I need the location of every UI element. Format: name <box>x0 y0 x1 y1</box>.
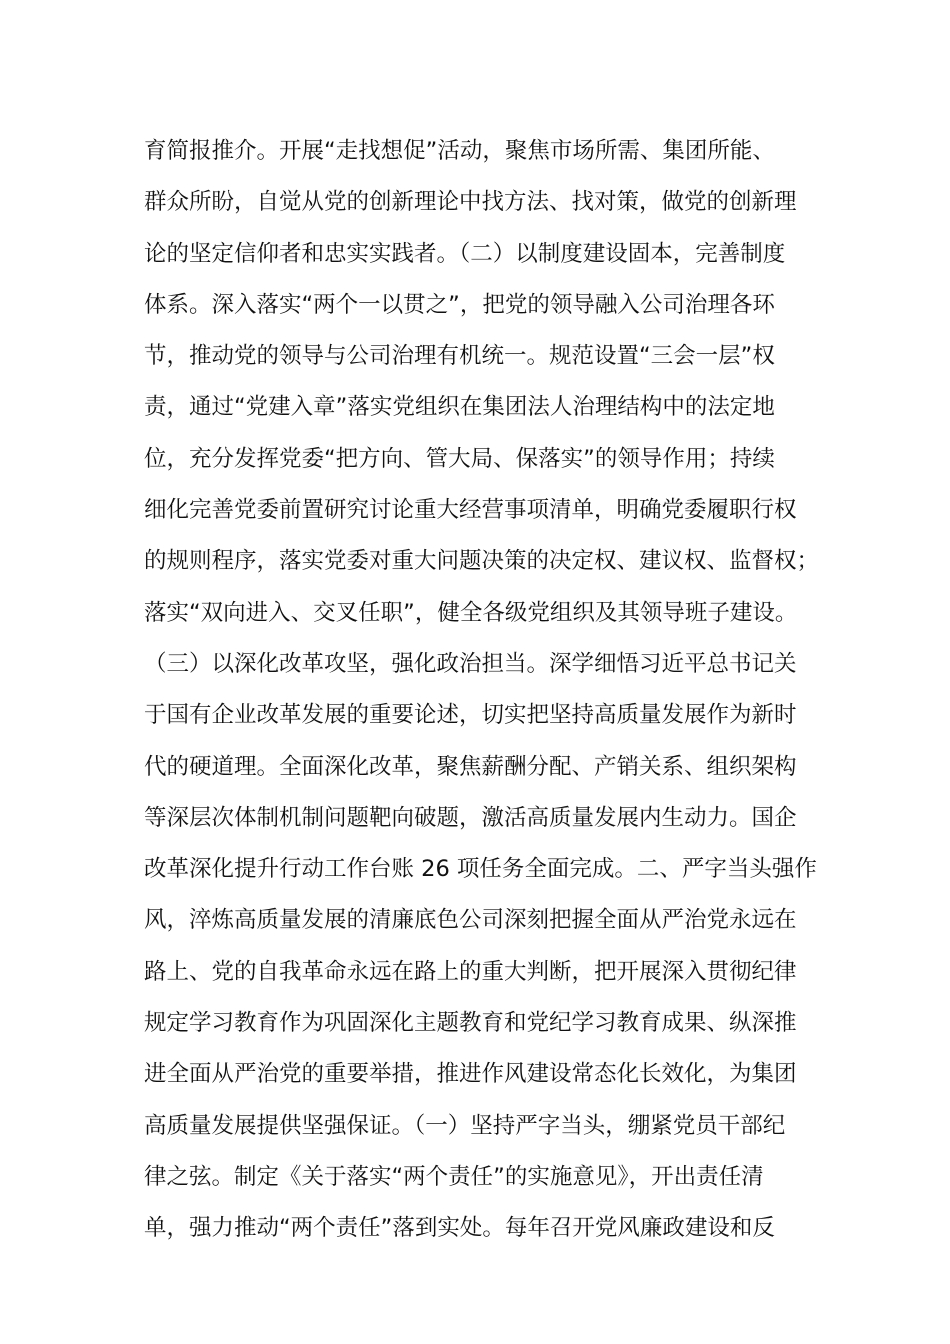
text-line: 代的硬道理。全面深化改革，聚焦薪酬分配、产销关系、组织架构 <box>144 753 797 780</box>
text-line: 高质量发展提供坚强保证。（一）坚持严字当头，绷紧党员干部纪 <box>144 1112 786 1139</box>
text-line: 风，淬炼高质量发展的清廉底色公司深刻把握全面从严治党永远在 <box>144 907 797 934</box>
body-text <box>144 126 834 1255</box>
text-line: 规定学习教育作为巩固深化主题教育和党纪学习教育成果、纵深推 <box>144 1010 797 1037</box>
text-line: 的规则程序，落实党委对重大问题决策的决定权、建议权、监督权； <box>144 548 820 575</box>
text-line: 体系。深入落实“两个一以贯之”，把党的领导融入公司治理各环 <box>144 291 775 318</box>
text-line: （三）以深化改革攻坚，强化政治担当。深学细悟习近平总书记关 <box>144 650 797 677</box>
text-line: 节，推动党的领导与公司治理有机统一。规范设置“三会一层”权 <box>144 343 775 370</box>
text-line: 落实“双向进入、交叉任职”，健全各级党组织及其领导班子建设。 <box>144 599 798 626</box>
text-line: 细化完善党委前置研究讨论重大经营事项清单，明确党委履职行权 <box>144 497 797 524</box>
text-line: 责，通过“党建入章”落实党组织在集团法人治理结构中的法定地 <box>144 394 775 421</box>
text-line: 律之弦。制定《关于落实“两个责任”的实施意见》，开出责任清 <box>144 1163 764 1190</box>
text-line: 单，强力推动“两个责任”落到实处。每年召开党风廉政建设和反 <box>144 1215 775 1242</box>
text-line: 育简报推介。开展“走找想促”活动，聚焦市场所需、集团所能、 <box>144 138 775 164</box>
text-line: 于国有企业改革发展的重要论述，切实把坚持高质量发展作为新时 <box>144 702 797 729</box>
text-line: 进全面从严治党的重要举措，推进作风建设常态化长效化，为集团 <box>144 1061 797 1088</box>
text-line: 群众所盼，自觉从党的创新理论中找方法、找对策，做党的创新理 <box>144 189 797 216</box>
text-line: 论的坚定信仰者和忠实实践者。（二）以制度建设固本，完善制度 <box>144 240 786 267</box>
text-line: 改革深化提升行动工作台账 26 项任务全面完成。二、严字当头强作 <box>144 856 817 883</box>
text-line: 路上、党的自我革命永远在路上的重大判断，把开展深入贯彻纪律 <box>144 958 797 985</box>
text-line: 位，充分发挥党委“把方向、管大局、保落实”的领导作用；持续 <box>144 445 775 472</box>
text-line: 等深层次体制机制问题靶向破题，激活高质量发展内生动力。国企 <box>144 804 797 831</box>
